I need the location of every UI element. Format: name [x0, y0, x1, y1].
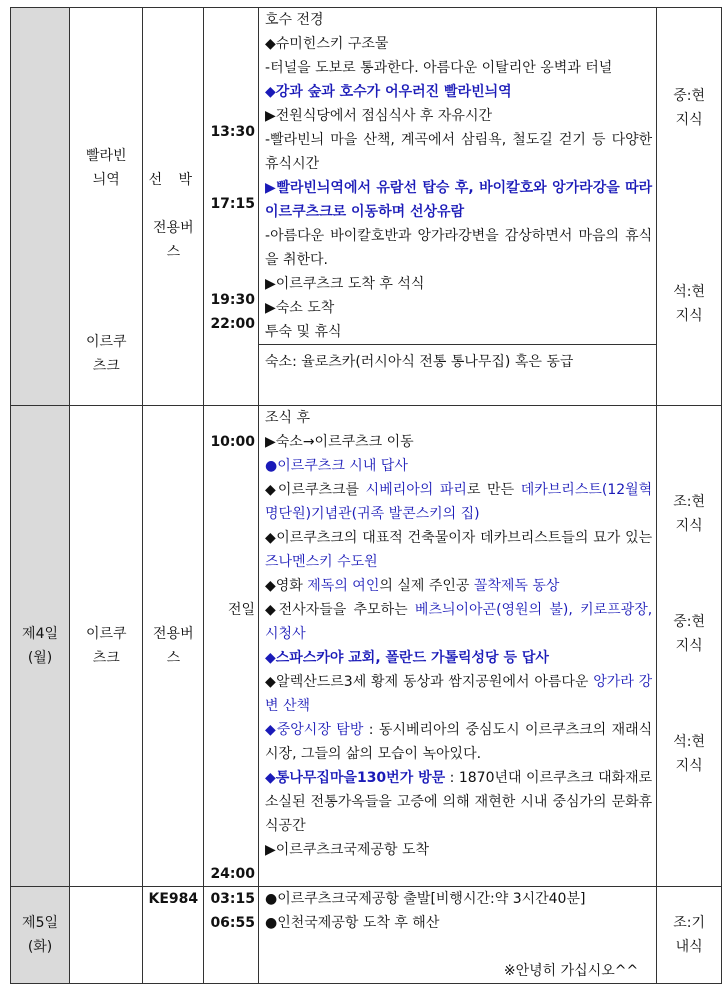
city-cell: [70, 887, 143, 984]
schedule-cell: [259, 406, 657, 887]
time-cell: [204, 406, 259, 887]
flight-cell: KE984: [143, 887, 204, 984]
day-cell: 제5일 (화): [11, 887, 70, 984]
schedule-text: ◆전사자들을 추모하는: [265, 602, 415, 618]
time-cell: [204, 8, 259, 406]
schedule-line: ●이르쿠츠크국제공항 출발[비행시간:약 3시간40분]: [265, 891, 586, 907]
transport-cell: 전용버 스: [143, 406, 204, 887]
time-1: 03:15: [210, 891, 256, 907]
time-all-day: 전일: [227, 602, 256, 618]
schedule-highlight: 베츠늬이아곤(영원의 불), 키로프광장, 시청사: [265, 602, 653, 642]
time-3: 19:30: [210, 292, 256, 308]
time-1: 13:30: [210, 124, 256, 140]
time-2: 06:55: [210, 915, 256, 931]
schedule-highlight: 데카브리스트(12월혁명단원)기념관(귀족 발콘스키의 집): [265, 482, 653, 522]
schedule-line: ◆슈미힌스키 구조물: [265, 36, 389, 52]
day-cell: [11, 8, 70, 406]
meal-lunch: 중:현 지식: [673, 88, 705, 128]
time-cell: [204, 887, 259, 984]
city-cell: [70, 8, 143, 406]
schedule-line: [265, 670, 652, 718]
schedule-text: ◆이르쿠츠크를: [265, 482, 366, 498]
hotel-info: 숙소: 율로츠카(러시아식 전통 통나무집) 혹은 동급: [259, 344, 656, 379]
schedule-line: 투숙 및 휴식: [265, 324, 342, 340]
meal-cell: [657, 8, 722, 406]
transport-bottom: 전용버 스: [153, 220, 194, 260]
schedule-text: : 동시베리아의 중심도시 이르쿠츠크의 재래식 시장, 그들의 삶의 모습이 녹아있다.: [265, 722, 653, 762]
schedule-line: [265, 718, 652, 766]
schedule-line: ◆스파스카야 교회, 폴란드 가톨릭성당 등 답사: [265, 650, 549, 666]
schedule-text: ◆이르쿠츠크의 대표적 건축물이자 데카브리스트들의 묘가 있는: [265, 530, 653, 546]
schedule-highlight: 즈나멘스키 수도원: [265, 554, 378, 570]
schedule-line: ▶전원식당에서 점심식사 후 자유시간: [265, 108, 492, 124]
meal-dinner: 석:현 지식: [673, 734, 705, 774]
schedule-highlight: 꼴착제독 동상: [473, 578, 560, 594]
schedule-line: -빨라빈늬 마을 산책, 계곡에서 삼림욕, 철도길 걷기 등 다양한 휴식시간: [265, 132, 653, 172]
city-bottom: 이르쿠 츠크: [85, 334, 127, 374]
schedule-line: -아름다운 바이칼호반과 앙가라강변을 감상하면서 마음의 휴식을 취한다.: [265, 228, 653, 268]
schedule-line: ▶숙소→이르쿠츠크 이동: [265, 434, 414, 450]
time-2: 17:15: [210, 196, 256, 212]
schedule-line: ▶이르쿠츠크 도착 후 석식: [265, 276, 425, 292]
schedule-line: 조식 후: [265, 410, 311, 426]
schedule-highlight: 제독의 여인: [307, 578, 380, 594]
schedule-line: [265, 526, 652, 574]
schedule-line: [265, 598, 652, 646]
schedule-line: ▶빨라빈늬역에서 유람선 탑승 후, 바이칼호와 앙가라강을 따라 이르쿠츠크로 이동하며 선상유람: [265, 180, 653, 220]
transport-top: 선 박: [148, 172, 199, 188]
schedule-line: -터널을 도보로 통과한다. 아름다운 이탈리안 옹벽과 터널: [265, 60, 613, 76]
itinerary-table: [10, 7, 722, 984]
schedule-line: [265, 766, 652, 838]
schedule-highlight: 앙가라 강변 산책: [265, 674, 653, 714]
table-row: [11, 887, 722, 984]
schedule-text: ◆알렉산드르3세 황제 동상과 쌈지공원에서 아름다운: [265, 674, 594, 690]
transport-cell: [143, 8, 204, 406]
city-top: 빨라빈 늬역: [85, 148, 127, 188]
time-4: 22:00: [210, 316, 256, 332]
meal-cell: 조:기 내식: [657, 887, 722, 984]
city-cell: 이르쿠 츠크: [70, 406, 143, 887]
meal-dinner: 석:현 지식: [673, 284, 705, 324]
schedule-line: 호수 전경: [265, 12, 324, 28]
table-row: [11, 8, 722, 406]
meal-lunch: 중:현 지식: [673, 614, 705, 654]
schedule-line: [265, 574, 652, 598]
schedule-highlight: 시베리아의 파리: [365, 482, 467, 498]
table-row: [11, 406, 722, 887]
schedule-cell: [259, 887, 657, 984]
day-cell: 제4일 (월): [11, 406, 70, 887]
meal-breakfast: 조:현 지식: [673, 494, 705, 534]
schedule-line: [265, 478, 652, 526]
schedule-line: ●인천국제공항 도착 후 해산: [265, 915, 440, 931]
schedule-text: 의 실제 주인공: [379, 578, 474, 594]
schedule-line: ◆강과 숲과 호수가 어우러진 빨라빈늬역: [265, 84, 512, 100]
schedule-cell: [259, 8, 657, 406]
time-2: 24:00: [210, 866, 256, 882]
schedule-line: ●이르쿠츠크 시내 답사: [265, 458, 408, 474]
time-1: 10:00: [210, 434, 256, 450]
schedule-highlight: ◆통나무집마을130번가 방문: [265, 770, 446, 786]
schedule-text: ◆영화: [265, 578, 308, 594]
schedule-text: : 1870년대 이르쿠츠크 대화재로 소실된 전통가옥들을 고증에 의해 재현한 시내 중심가의 문화휴식공간: [265, 770, 653, 834]
farewell-text: ※안녕히 가십시오^^: [503, 963, 639, 979]
schedule-line: ▶이르쿠츠크국제공항 도착: [265, 842, 429, 858]
schedule-line: ▶숙소 도착: [265, 300, 335, 316]
schedule-text: 로 만든: [466, 482, 521, 498]
schedule-highlight: ◆중앙시장 탐방: [265, 722, 364, 738]
meal-cell: [657, 406, 722, 887]
